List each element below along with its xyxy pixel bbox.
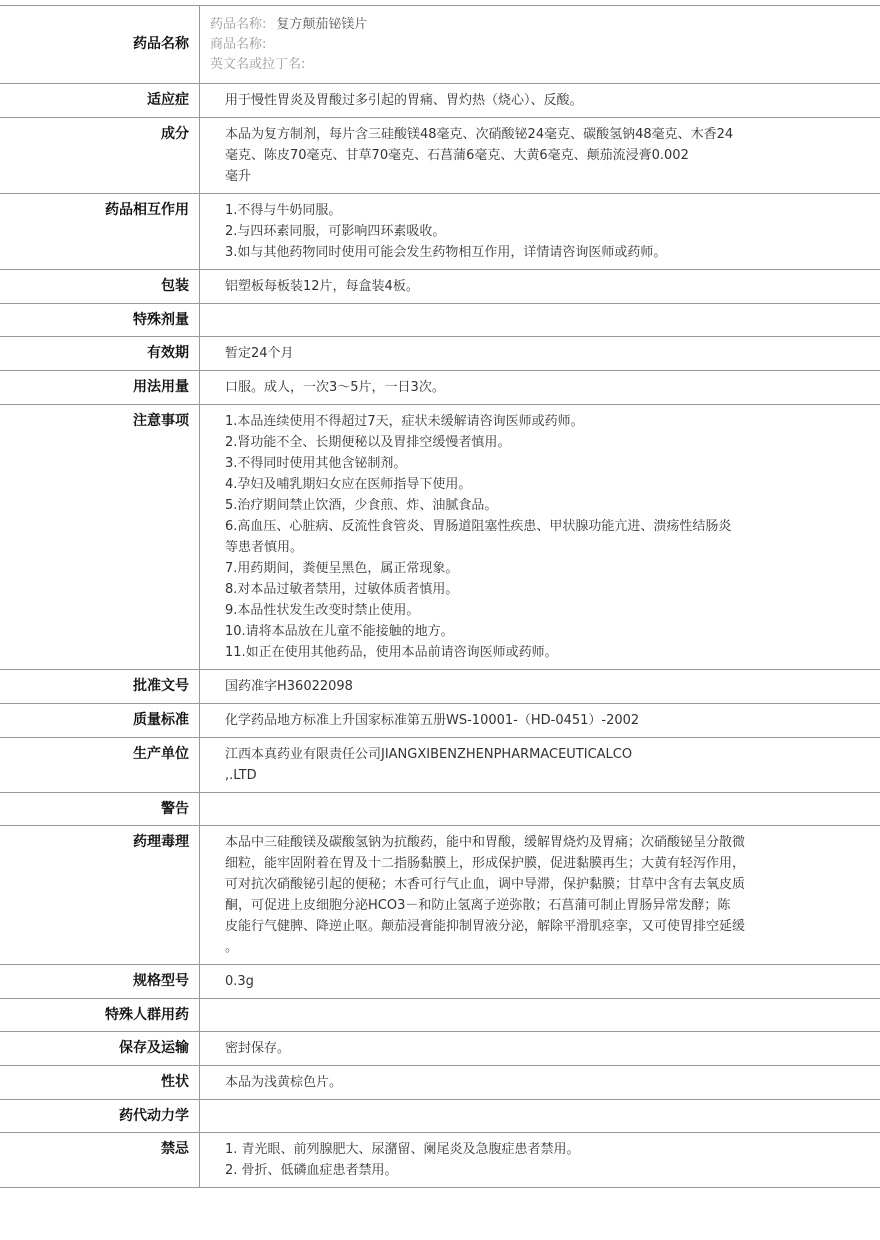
row-value (200, 1066, 880, 1099)
info-row (0, 704, 880, 738)
row-value (200, 999, 880, 1031)
info-row (0, 194, 880, 270)
value-line: 等患者慎用。 (225, 540, 304, 555)
value-line: 1.不得与牛奶同服。 (225, 203, 342, 218)
value-line: 3.不得同时使用其他含铋制剂。 (225, 456, 407, 471)
row-label: 注意事项 (0, 405, 200, 669)
value-line: 化学药品地方标准上升国家标准第五册WS-10001-（HD-0451）-2002 (225, 713, 640, 728)
row-label: 警告 (0, 793, 200, 825)
drug-name-row (0, 6, 880, 84)
value-line: 7.用药期间，粪便呈黑色，属正常现象。 (225, 561, 459, 576)
row-value (200, 1032, 880, 1065)
row-value (200, 1100, 880, 1132)
row-label: 生产单位 (0, 738, 200, 792)
row-label: 成分 (0, 118, 200, 193)
value-line: 江西本真药业有限责任公司JIANGXIBENZHENPHARMACEUTICALCO (225, 747, 633, 762)
row-value (200, 405, 880, 669)
row-value (200, 826, 880, 964)
value-line: 本品中三硅酸镁及碳酸氢钠为抗酸药，能中和胃酸，缓解胃烧灼及胃痛；次硝酸铋呈分散微 (225, 835, 746, 850)
value-line: 用于慢性胃炎及胃酸过多引起的胃痛、胃灼热（烧心）、反酸。 (225, 93, 583, 108)
value-line: 铝塑板每板装12片，每盒装4板。 (225, 279, 419, 294)
row-label: 有效期 (0, 337, 200, 370)
value-line: 2.肾功能不全、长期便秘以及胃排空缓慢者慎用。 (225, 435, 511, 450)
value-line: 密封保存。 (225, 1041, 291, 1056)
value-line: 口服。成人，一次3～5片，一日3次。 (225, 380, 445, 395)
row-label: 包装 (0, 270, 200, 303)
info-row (0, 371, 880, 405)
row-label: 批准文号 (0, 670, 200, 703)
generic-name-line (210, 15, 880, 35)
value-line: 10.请将本品放在儿童不能接触的地方。 (225, 624, 454, 639)
value-line: 9.本品性状发生改变时禁止使用。 (225, 603, 420, 618)
row-label: 质量标准 (0, 704, 200, 737)
info-row (0, 826, 880, 965)
value-line: 1.本品连续使用不得超过7天，症状未缓解请咨询医师或药师。 (225, 414, 584, 429)
value-line: 细粒，能牢固附着在胃及十二指肠黏膜上，形成保护膜，促进黏膜再生；大黄有轻泻作用， (225, 856, 746, 871)
row-value (200, 670, 880, 703)
info-row (0, 1066, 880, 1100)
value-line: 毫克、陈皮70毫克、甘草70毫克、石菖蒲6毫克、大黄6毫克、颠茄流浸膏0.002 (225, 148, 689, 163)
value-line: 4.孕妇及哺乳期妇女应在医师指导下使用。 (225, 477, 472, 492)
value-line: 本品为复方制剂，每片含三硅酸镁48毫克、次硝酸铋24毫克、碳酸氢钠48毫克、木香24 (225, 127, 734, 142)
value-line: ,.LTD (225, 768, 257, 783)
english-name-key: 英文名或拉丁名: (210, 57, 306, 72)
info-row (0, 670, 880, 704)
row-value (200, 194, 880, 269)
value-line: 11.如正在使用其他药品，使用本品前请咨询医师或药师。 (225, 645, 558, 660)
info-row (0, 337, 880, 371)
value-line: 暂定24个月 (225, 346, 294, 361)
value-line: 可对抗次硝酸铋引起的便秘；木香可行气止血，调中导滞，保护黏膜；甘草中含有去氧皮质 (225, 877, 746, 892)
row-label: 药品相互作用 (0, 194, 200, 269)
english-name-line (210, 55, 880, 75)
value-line: 本品为浅黄棕色片。 (225, 1075, 343, 1090)
info-row (0, 405, 880, 670)
value-line: 2.与四环素同服，可影响四环素吸收。 (225, 224, 446, 239)
row-value (200, 965, 880, 998)
row-value (200, 337, 880, 370)
row-value (200, 270, 880, 303)
value-line: 皮能行气健脾、降逆止呕。颠茄浸膏能抑制胃液分泌，解除平滑肌痉挛，又可使胃排空延缓 (225, 919, 746, 934)
value-line: 0.3g (225, 974, 254, 989)
info-row (0, 1133, 880, 1188)
value-line: 国药准字H36022098 (225, 679, 353, 694)
info-rows (0, 84, 880, 1188)
row-value (200, 704, 880, 737)
value-line: 5.治疗期间禁止饮酒，少食煎、炸、油腻食品。 (225, 498, 498, 513)
info-row (0, 1032, 880, 1066)
trade-name-line (210, 35, 880, 55)
row-value (200, 1133, 880, 1187)
value-line: 3.如与其他药物同时使用可能会发生药物相互作用，详情请咨询医师或药师。 (225, 245, 667, 260)
row-label: 特殊剂量 (0, 304, 200, 336)
value-line: 6.高血压、心脏病、反流性食管炎、胃肠道阻塞性疾患、甲状腺功能亢进、溃疡性结肠炎 (225, 519, 732, 534)
row-label: 禁忌 (0, 1133, 200, 1187)
info-row (0, 999, 880, 1032)
row-label: 药品名称 (0, 6, 200, 83)
generic-name-value: 复方颠茄铋镁片 (276, 17, 368, 32)
value-line: 2. 骨折、低磷血症患者禁用。 (225, 1163, 398, 1178)
row-value (200, 84, 880, 117)
info-row (0, 270, 880, 304)
row-value (200, 118, 880, 193)
row-label: 适应症 (0, 84, 200, 117)
value-line: 。 (225, 940, 239, 955)
row-label: 特殊人群用药 (0, 999, 200, 1031)
value-line: 酮，可促进上皮细胞分泌HCO3－和防止氢离子逆弥散；石菖蒲可制止胃肠异常发酵；陈 (225, 898, 731, 913)
generic-name-key: 药品名称: (210, 17, 267, 32)
drug-names-block (200, 6, 880, 83)
info-row (0, 1100, 880, 1133)
row-label: 性状 (0, 1066, 200, 1099)
row-label: 用法用量 (0, 371, 200, 404)
value-line: 8.对本品过敏者禁用，过敏体质者慎用。 (225, 582, 459, 597)
info-row (0, 738, 880, 793)
info-row (0, 84, 880, 118)
row-label: 药代动力学 (0, 1100, 200, 1132)
drug-info-table (0, 5, 880, 1188)
trade-name-key: 商品名称: (210, 37, 267, 52)
row-label: 保存及运输 (0, 1032, 200, 1065)
row-label: 药理毒理 (0, 826, 200, 964)
row-value (200, 371, 880, 404)
row-label: 规格型号 (0, 965, 200, 998)
info-row (0, 965, 880, 999)
info-row (0, 118, 880, 194)
row-value (200, 304, 880, 336)
value-line: 毫升 (225, 169, 252, 184)
info-row (0, 793, 880, 826)
row-value (200, 793, 880, 825)
value-line: 1. 青光眼、前列腺肥大、尿潴留、阑尾炎及急腹症患者禁用。 (225, 1142, 580, 1157)
info-row (0, 304, 880, 337)
row-value (200, 738, 880, 792)
